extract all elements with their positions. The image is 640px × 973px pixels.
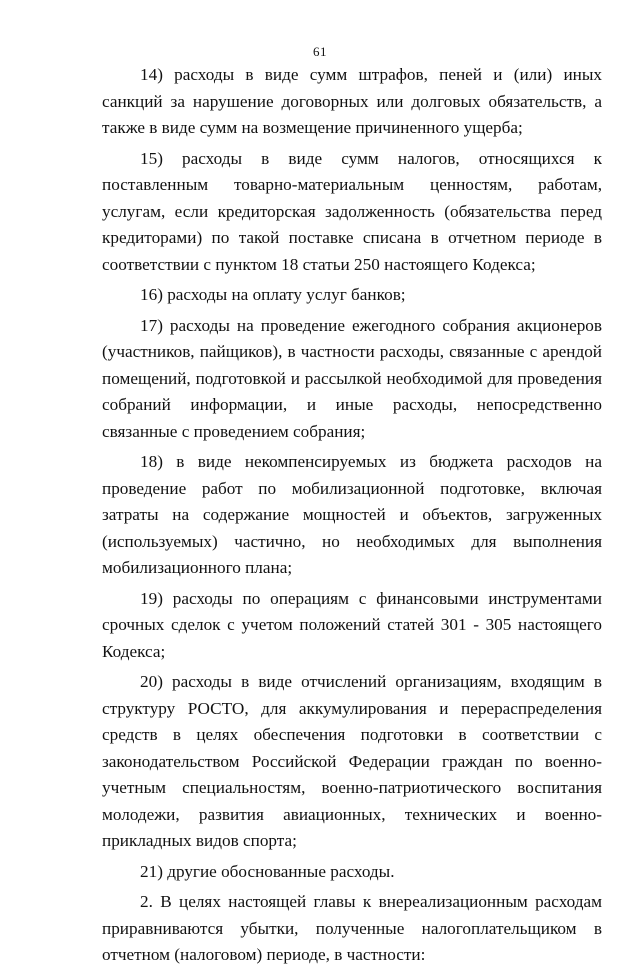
document-body <box>102 62 602 973</box>
paragraph-item-16: 16) расходы на оплату услуг банков; <box>140 285 406 304</box>
paragraph-item-17: 17) расходы на проведение ежегодного собрания акционеров (участников, пайщиков), в частности расходы, связанные с арендой помещений, подготовкой и рассылкой необходимой для проведения собраний информации, и иные расходы, непосредственно связанные с проведением собрания; <box>102 315 602 441</box>
page-number: 61 <box>313 44 327 59</box>
paragraph-item-21: 21) другие обоснованные расходы. <box>140 861 395 881</box>
paragraph-item-20: 20) расходы в виде отчислений организациям, входящим в структуру РОСТО, для аккумулирования и перераспределения средств в целях обеспечения подготовки в соответствии с законодательством Российской Федерации граждан по военно-учетным специальностям, военно-патриотического воспитания молодежи, развития авиационных, технических и военно-прикладных видов спорта; <box>102 672 602 850</box>
paragraph-item-15: 15) расходы в виде сумм налогов, относящихся к поставленным товарно-материальным ценностям, работам, услугам, если кредиторская задолженность (обязательства перед кредиторами) по такой поставке списана в отчетном периоде в соответствии с пунктом 18 статьи 250 настоящего Кодекса; <box>102 148 602 274</box>
paragraph-item-14: 14) расходы в виде сумм штрафов, пеней и (или) иных санкций за нарушение договорных или долговых обязательств, а также в виде сумм на возмещение причиненного ущерба; <box>102 65 602 137</box>
paragraph-section-2: 2. В целях настоящей главы к внереализационным расходам приравниваются убытки, полученные налогоплательщиком в отчетном (налоговом) периоде, в частности: <box>102 892 602 964</box>
paragraph-item-19: 19) расходы по операциям с финансовыми инструментами срочных сделок с учетом положений статей 301 - 305 настоящего Кодекса; <box>102 588 602 661</box>
paragraph-item-18: 18) в виде некомпенсируемых из бюджета расходов на проведение работ по мобилизационной подготовке, включая затраты на содержание мощностей и объектов, загруженных (используемых) частично, но необходимых для выполнения мобилизационного плана; <box>102 452 602 577</box>
